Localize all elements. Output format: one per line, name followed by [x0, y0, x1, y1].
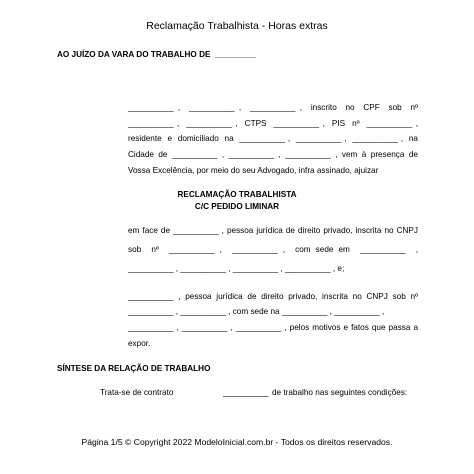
defendant1-line-2: sob nº __________ , __________ , com sede em __________ ,: [128, 245, 418, 254]
section-heading: SÍNTESE DA RELAÇÃO DE TRABALHO: [57, 364, 211, 373]
defendant2-line-1: __________ , pessoa jurídica de direito privado, inscrita no CNPJ sob nº: [128, 292, 418, 301]
action-heading-line-2: C/C PEDIDO LIMINAR: [194, 202, 280, 211]
defendant2-line-3: __________ , __________ , __________ , pelos motivos e fatos que passa a: [128, 323, 418, 332]
qualification-line-2: __________ , __________ , CTPS __________ , PIS nº __________ ,: [128, 119, 418, 128]
qualification-line-1: __________ , __________ , __________ , inscrito no CPF sob nº: [128, 103, 418, 112]
qualification-line-5: Vossa Excelência, por meio do seu Advogado, infra assinado, ajuizar: [128, 166, 379, 175]
qualification-line-4: Cidade de __________ , __________ , __________ , vem à presença de: [128, 150, 418, 159]
defendant2-line-4: expor.: [128, 339, 151, 348]
document-title: Reclamação Trabalhista - Horas extras: [146, 20, 328, 32]
contract-text-left: Trata-se de contrato: [100, 388, 174, 397]
defendant2-line-2: __________ , __________ , com sede na __________ , __________ ,: [128, 307, 385, 316]
defendant1-line-3: __________ , __________ , __________ , __________ , e;: [128, 264, 345, 273]
contract-text-right: de trabalho nas seguintes condições:: [272, 388, 408, 397]
footer-copyright: Página 1/5 © Copyright 2022 ModeloInicial.com.br - Todos os direitos reservados.: [81, 437, 393, 447]
contract-blank: __________: [223, 388, 269, 397]
addressee-heading: AO JUÍZO DA VARA DO TRABALHO DE _________: [57, 50, 256, 59]
action-heading-line-1: RECLAMAÇÃO TRABALHISTA: [177, 190, 297, 199]
qualification-line-3: residente e domiciliado na __________ , __________ , __________ , na: [128, 134, 418, 143]
defendant1-line-1: em face de __________ , pessoa jurídica de direito privado, inscrita no CNPJ: [128, 226, 418, 235]
